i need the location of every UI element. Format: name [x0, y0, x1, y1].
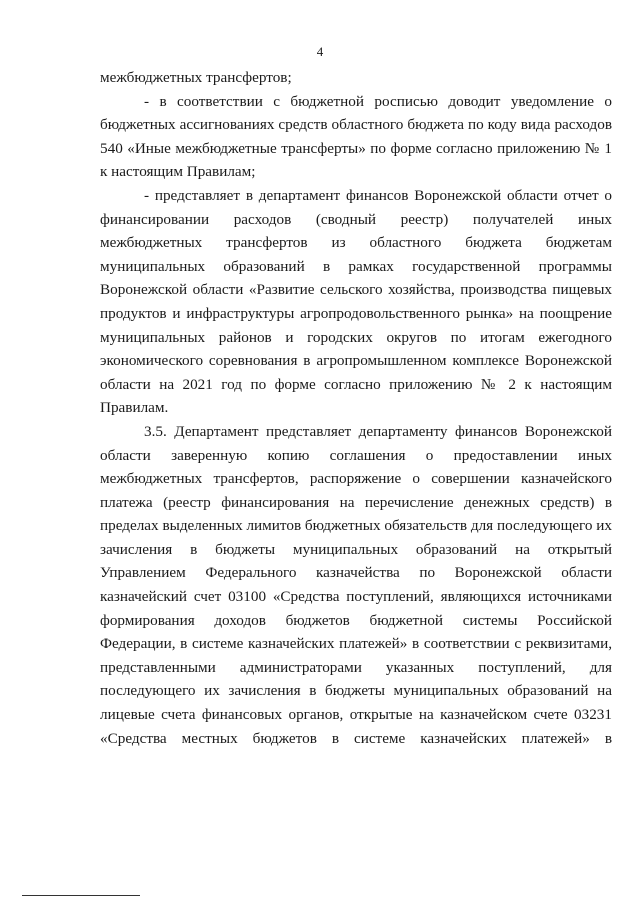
paragraph-continuation: межбюджетных трансфертов; — [100, 69, 292, 86]
page-number: 4 — [316, 44, 324, 59]
paragraph-financing-report: - представляет в департамент финансов Воронежской области отчет о финансировании расходов (сводный реестр) получателей иных межбюджетных трансфертов из областного бюджета бюджетам муниципальных образований в рамках государственной программы Воронежской области «Развитие сельского хозяйства, производства пищевых продуктов и инфраструктуры агропродовольственного рынка» на поощрение муниципальных районов и городских округов по итогам ежегодного экономического соревнования в агропромышленном комплексе Воронежской области на 2021 год по форме согласно приложению № 2 к настоящим Правилам. — [100, 186, 612, 417]
document-body — [100, 66, 612, 750]
paragraph-budget-notification: - в соответствии с бюджетной росписью доводит уведомление о бюджетных ассигнованиях средств областного бюджета по коду вида расходов 540 «Иные межбюджетные трансферты» по форме согласно приложению № 1 к настоящим Правилам; — [100, 92, 612, 181]
paragraph-section-3-5: 3.5. Департамент представляет департаменту финансов Воронежской области заверенную копию соглашения о предоставлении иных межбюджетных трансфертов, распоряжение о совершении казначейского платежа (реестр финансирования на перечисление денежных средств) в пределах выделенных лимитов бюджетных обязательств для последующего их зачисления в бюджеты муниципальных образований на открытый Управлением Федерального казначейства по Воронежской области казначейский счет 03100 «Средства поступлений, являющихся источниками формирования доходов бюджетов бюджетной системы Российской Федерации, в системе казначейских платежей» в соответствии с реквизитами, представленными администраторами указанных поступлений, для последующего их зачисления в бюджеты муниципальных образований на лицевые счета финансовых органов, открытые на казначейском счете 03231 «Средства местных бюджетов в системе казначейских платежей» в — [100, 422, 612, 747]
footer-rule — [22, 895, 140, 896]
